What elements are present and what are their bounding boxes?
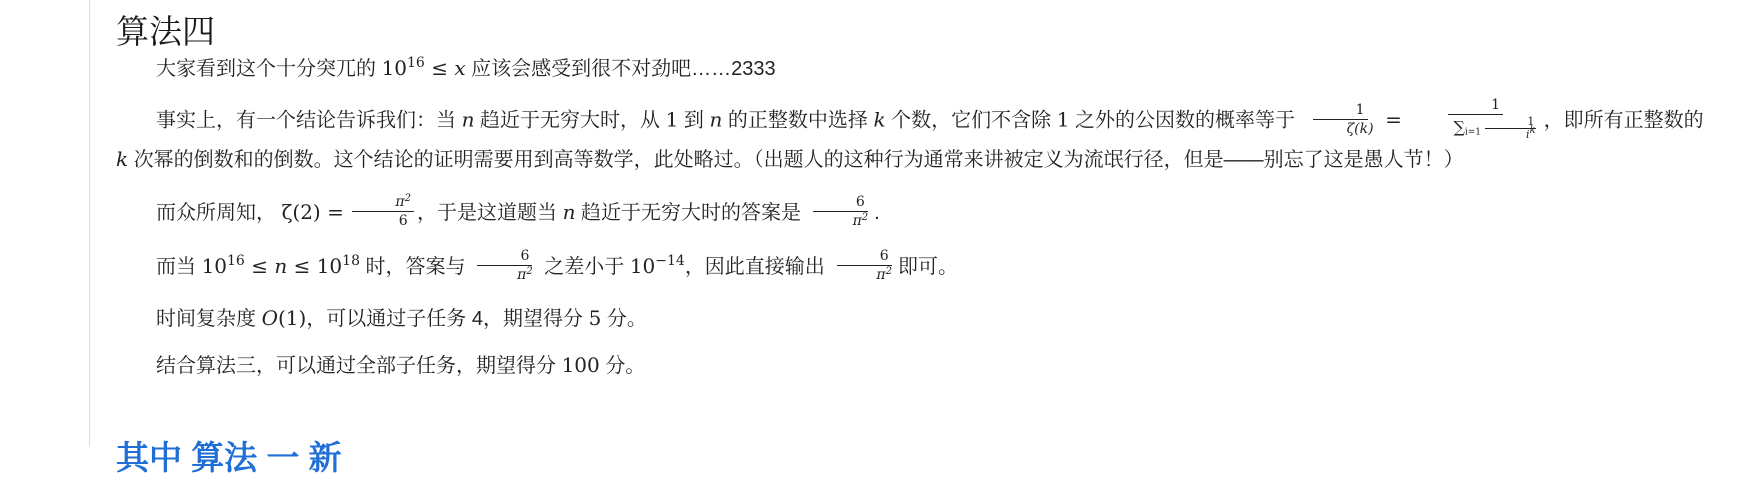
- p4-range: [202, 254, 360, 278]
- p4-exp: 16: [227, 253, 245, 269]
- p6-score: 100: [561, 353, 600, 377]
- big-o-argument: (1): [277, 306, 307, 330]
- fraction-denominator: ζ(k): [1346, 120, 1374, 137]
- p4-text: ，因此直接输出: [684, 256, 825, 278]
- p3-text: .: [874, 202, 880, 224]
- p4-exp: −14: [655, 253, 685, 269]
- p4-base: 10: [201, 254, 228, 278]
- p1-text-before: 大家看到这个十分突兀的: [156, 58, 376, 80]
- exponent: 2: [885, 266, 892, 278]
- fraction-numerator: 6: [813, 194, 868, 212]
- p1-math: [382, 56, 466, 80]
- equals-sign: =: [1385, 107, 1402, 132]
- inner-fraction: [1484, 116, 1538, 141]
- p4-exp: 18: [342, 253, 360, 269]
- fraction-numerator: 6: [477, 248, 532, 266]
- p6-text: 分。: [605, 355, 646, 377]
- paragraph-4: [116, 250, 1706, 285]
- exponent: 2: [526, 266, 533, 278]
- p4-var-n: n: [274, 254, 288, 278]
- fraction-denominator: [810, 212, 872, 229]
- sum-symbol: ∑: [1453, 117, 1465, 137]
- fraction-one-over-sum: [1410, 97, 1540, 141]
- fraction-six-over-pi-squared: [833, 248, 895, 283]
- p3-text: 趋近于无穷大时的答案是: [581, 202, 802, 224]
- fraction-one-over-zeta: [1304, 102, 1377, 137]
- p4-base: 10: [316, 254, 343, 278]
- pi-symbol: π: [395, 194, 405, 211]
- exponent: 2: [404, 193, 411, 205]
- paragraph-2: [116, 99, 1706, 176]
- p4-rel: ≤: [251, 254, 268, 278]
- p3-text: ，于是这道题当: [417, 202, 557, 224]
- p6-text: 结合算法三，可以通过全部子任务，期望得分: [156, 355, 556, 377]
- p4-text: 而当: [156, 256, 196, 278]
- fraction-denominator: [474, 266, 536, 283]
- p4-bound: [630, 254, 685, 278]
- p4-base: 10: [629, 254, 656, 278]
- paragraph-1: [116, 52, 1706, 85]
- p4-text: 即可。: [897, 256, 958, 278]
- p2-text: 的正整数中选择: [727, 109, 868, 132]
- p5-text: 时间复杂度: [156, 308, 256, 330]
- p2-text: 个数，它们不含除: [891, 109, 1052, 132]
- fraction-six-over-pi-squared: [474, 248, 536, 283]
- paragraph-3: [116, 193, 1706, 231]
- fraction-six-over-pi-squared: [810, 194, 872, 229]
- p2-text: 次幂的倒数和的倒数。这个结论的证明需要用到高等数学，此处略过。（出题人的这种行为通常来讲被定义为流氓行径，但是——别忘了这是愚人节！）: [133, 149, 1464, 171]
- p2-num-one: 1: [1056, 107, 1070, 132]
- p5-score: 5: [588, 306, 602, 330]
- big-o-symbol: O: [261, 306, 278, 330]
- fraction-numerator: 6: [837, 248, 892, 266]
- p2-var-k: k: [873, 107, 886, 132]
- p1-text-after: 应该会感受到很不对劲吧……2333: [471, 58, 776, 80]
- p4-text: 时，答案与: [365, 256, 466, 278]
- p1-exp: 16: [407, 55, 425, 71]
- p2-num-one: 1: [665, 107, 679, 132]
- exponent: 2: [861, 212, 869, 224]
- p5-text: ，可以通过子任务 4，期望得分: [306, 308, 583, 330]
- fraction-numerator: 1: [1313, 102, 1368, 120]
- content-left-border: [89, 0, 90, 447]
- p2-text: ，即所有正整数的: [1543, 109, 1704, 132]
- fraction-numerator: 1: [1448, 97, 1503, 115]
- p4-rel: ≤: [293, 254, 311, 278]
- p2-text: 事实上，有一个结论告诉我们：当: [156, 109, 456, 132]
- fraction-denominator: [1410, 115, 1540, 141]
- next-section-heading-link[interactable]: 其中 算法 一 新: [116, 439, 342, 476]
- fraction-pi-squared-over-six: [352, 194, 414, 229]
- inner-numerator: 1: [1485, 116, 1536, 129]
- p1-rel: ≤: [431, 56, 448, 80]
- inner-base: i: [1526, 128, 1530, 141]
- p1-base: 10: [381, 56, 408, 80]
- p3-text: 而众所周知，: [156, 202, 276, 224]
- p1-var: x: [454, 56, 466, 80]
- inner-exp: k: [1529, 125, 1536, 136]
- p2-text: 趋近于无穷大时，从: [480, 109, 661, 132]
- inner-denominator: [1484, 125, 1538, 141]
- p2-var-n: n: [709, 107, 723, 132]
- pi-symbol: π: [517, 267, 527, 284]
- fraction-numerator: [352, 194, 414, 212]
- zeta-expression: ζ(2) =: [281, 200, 344, 224]
- paragraph-6: [116, 349, 1706, 382]
- pi-symbol: π: [852, 213, 862, 230]
- section-heading: 算法四: [116, 13, 215, 50]
- pi-symbol: π: [876, 267, 886, 284]
- p2-var-n: n: [461, 107, 475, 132]
- fraction-denominator: [833, 266, 895, 283]
- p5-text: 分。: [606, 308, 647, 330]
- fraction-denominator: 6: [398, 213, 408, 230]
- p2-text: 到: [683, 109, 704, 132]
- big-o-expression: [262, 306, 307, 330]
- p3-var-n: n: [562, 200, 576, 224]
- p2-var-k: k: [116, 147, 129, 171]
- p2-text: 之外的公因数的概率等于: [1075, 109, 1295, 132]
- p4-text: 之差小于: [544, 256, 625, 278]
- paragraph-5: [116, 302, 1706, 335]
- sum-lower-bound: i=1: [1464, 127, 1482, 138]
